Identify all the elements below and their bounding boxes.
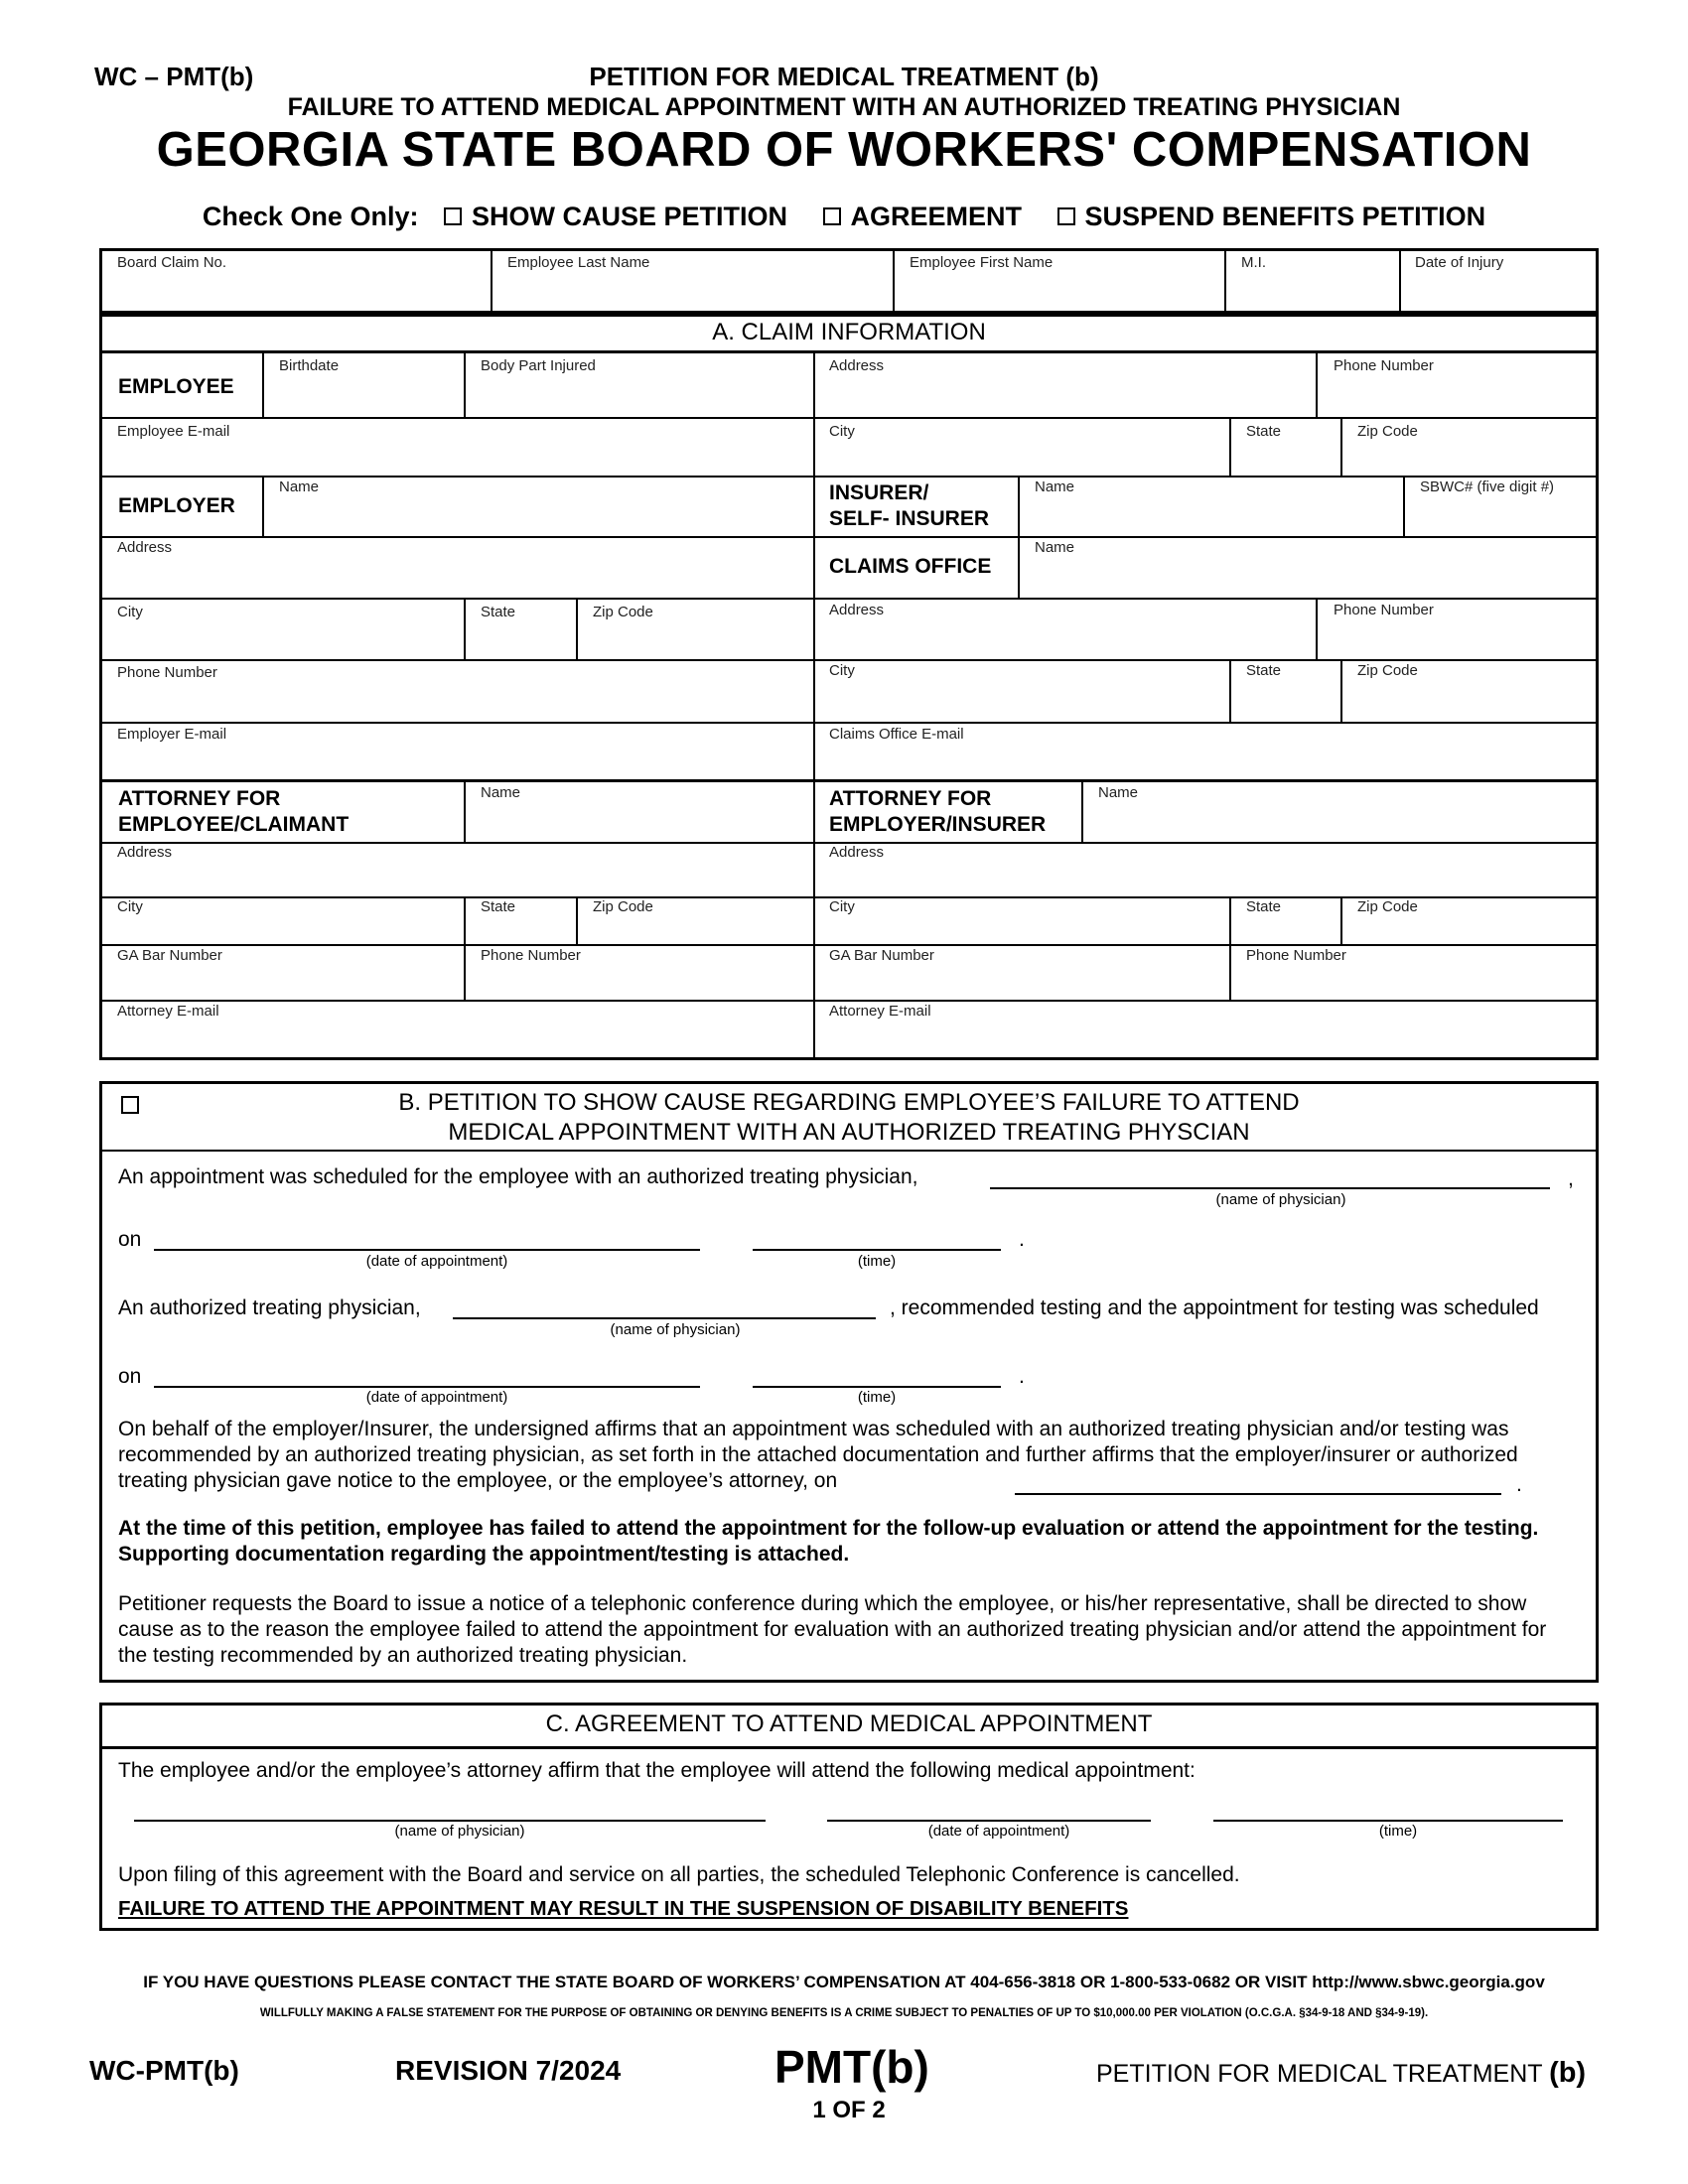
- attorney-employee-phone-field[interactable]: Phone Number: [481, 947, 581, 964]
- period-2: .: [1019, 1365, 1025, 1388]
- check-one-label: Check One Only:: [202, 202, 419, 231]
- attorney-employee-city-field[interactable]: City: [117, 898, 143, 915]
- footer-form-code: WC-PMT(b): [89, 2055, 239, 2086]
- physician-line-post: , recommended testing and the appointment for testing was scheduled: [890, 1297, 1539, 1319]
- claims-office-email-field[interactable]: Claims Office E-mail: [829, 726, 964, 743]
- top-fields-box: [99, 248, 1599, 314]
- employee-block-label: EMPLOYEE: [118, 375, 234, 398]
- failure-paragraph: At the time of this petition, employee has failed to attend the appointment for the follow-up evaluation or attend the appointment for the testing. Supporting documentation regarding the appointment/testing is attached.: [118, 1517, 1539, 1566]
- claims-office-name-field[interactable]: Name: [1035, 539, 1075, 556]
- employee-city-field[interactable]: City: [829, 423, 855, 440]
- form-subtitle: FAILURE TO ATTEND MEDICAL APPOINTMENT WITH AN AUTHORIZED TREATING PHYSICIAN: [287, 93, 1401, 121]
- claims-office-label: CLAIMS OFFICE: [829, 555, 992, 578]
- insurer-label-line1: INSURER/: [829, 481, 929, 504]
- employee-first-name-field[interactable]: Employee First Name: [910, 254, 1054, 271]
- attorney-employer-city-field[interactable]: City: [829, 898, 855, 915]
- attorney-employee-state-field[interactable]: State: [481, 898, 516, 915]
- employee-email-field[interactable]: Employee E-mail: [117, 423, 230, 440]
- caption-time-2: (time): [857, 1389, 897, 1406]
- check-one-row: [0, 202, 1688, 232]
- attorney-employee-label-line2: EMPLOYEE/CLAIMANT: [118, 813, 350, 836]
- date-of-injury-field[interactable]: Date of Injury: [1415, 254, 1504, 271]
- board-claim-no-field[interactable]: Board Claim No.: [117, 254, 227, 271]
- attorney-employer-bar-field[interactable]: GA Bar Number: [829, 947, 934, 964]
- insurer-label-line2: SELF- INSURER: [829, 507, 990, 530]
- on-label-2: on: [118, 1365, 142, 1388]
- board-title: GEORGIA STATE BOARD OF WORKERS' COMPENSATION: [156, 123, 1532, 177]
- date-line-1[interactable]: [154, 1249, 700, 1251]
- employee-state-field[interactable]: State: [1246, 423, 1282, 440]
- affirmation-paragraph: On behalf of the employer/Insurer, the undersigned affirms that an appointment was scheduled with an authorized treating physician and/or testing was recommended by an authorized treating physician, as set forth in the attached documentation and further affirms that the employer/insurer or authorized treating physician gave notice to the employee, or the employee’s attorney, on: [118, 1418, 1518, 1492]
- attorney-employee-zip-field[interactable]: Zip Code: [593, 898, 653, 915]
- employer-block-label: EMPLOYER: [118, 494, 235, 517]
- employee-phone-field[interactable]: Phone Number: [1334, 357, 1434, 374]
- physician-name-line-2[interactable]: [453, 1317, 876, 1319]
- employer-address-field[interactable]: Address: [117, 539, 173, 556]
- footer-form-suffix: (b): [1549, 2057, 1587, 2089]
- employee-zip-field[interactable]: Zip Code: [1357, 423, 1418, 440]
- caption-agreement-physician: (name of physician): [394, 1823, 525, 1840]
- section-a-title: A. CLAIM INFORMATION: [712, 319, 986, 345]
- agreement-physician-line[interactable]: [134, 1820, 766, 1822]
- cancel-text: Upon filing of this agreement with the Board and service on all parties, the scheduled Telephonic Conference is cancelled.: [118, 1863, 1240, 1886]
- employer-name-field[interactable]: Name: [279, 478, 320, 495]
- attorney-employee-email-field[interactable]: Attorney E-mail: [117, 1003, 219, 1020]
- time-line-2[interactable]: [753, 1386, 1001, 1388]
- footer-short-code: PMT(b): [774, 2041, 929, 2093]
- physician-line-pre: An authorized treating physician,: [118, 1297, 421, 1319]
- footer-form-name: [1096, 2057, 1586, 2090]
- period-3: .: [1516, 1473, 1522, 1496]
- caption-date-1: (date of appointment): [365, 1253, 508, 1270]
- agreement-date-line[interactable]: [827, 1820, 1151, 1822]
- section-b-title: [99, 1088, 1599, 1148]
- option-agreement: AGREEMENT: [850, 202, 1023, 231]
- footer-page-number: 1 OF 2: [812, 2097, 886, 2123]
- attorney-employer-email-field[interactable]: Attorney E-mail: [829, 1003, 931, 1020]
- attorney-employer-label-line2: EMPLOYER/INSURER: [829, 813, 1047, 836]
- caption-agreement-time: (time): [1378, 1823, 1418, 1840]
- attorney-employer-state-field[interactable]: State: [1246, 898, 1282, 915]
- mi-field[interactable]: M.I.: [1241, 254, 1266, 271]
- footer-form-name-text: PETITION FOR MEDICAL TREATMENT: [1096, 2060, 1543, 2088]
- agreement-time-line[interactable]: [1213, 1820, 1563, 1822]
- comma: ,: [1568, 1167, 1574, 1190]
- caption-physician-1: (name of physician): [1215, 1191, 1346, 1208]
- sbwc-number-field[interactable]: SBWC# (five digit #): [1420, 478, 1555, 495]
- birthdate-field[interactable]: Birthdate: [279, 357, 340, 374]
- body-part-field[interactable]: Body Part Injured: [481, 357, 596, 374]
- appointment-line: An appointment was scheduled for the employee with an authorized treating physician,: [118, 1165, 918, 1188]
- show-cause-checkbox[interactable]: [444, 207, 462, 225]
- employer-email-field[interactable]: Employer E-mail: [117, 726, 227, 743]
- attorney-employee-address-field[interactable]: Address: [117, 844, 173, 861]
- attorney-employer-phone-field[interactable]: Phone Number: [1246, 947, 1346, 964]
- time-line-1[interactable]: [753, 1249, 1001, 1251]
- employee-address-field[interactable]: Address: [829, 357, 885, 374]
- section-c-title: C. AGREEMENT TO ATTEND MEDICAL APPOINTMENT: [545, 1710, 1153, 1737]
- attorney-employer-label-line1: ATTORNEY FOR: [829, 787, 992, 810]
- claims-office-zip-field[interactable]: Zip Code: [1357, 662, 1418, 679]
- request-paragraph: Petitioner requests the Board to issue a notice of a telephonic conference during which the employee, or his/her representative, shall be directed to show cause as to the reason the employee failed to attend the appointment for evaluation with an authorized treating physician and/or attend the appointment for the testing recommended by an authorized treating physician.: [118, 1592, 1547, 1667]
- section-b-title-line2: MEDICAL APPOINTMENT WITH AN AUTHORIZED TREATING PHYSCIAN: [448, 1119, 1250, 1146]
- employer-state-field[interactable]: State: [481, 604, 516, 620]
- caption-physician-2: (name of physician): [610, 1321, 741, 1338]
- form-code: WC – PMT(b): [94, 62, 254, 91]
- insurer-name-field[interactable]: Name: [1035, 478, 1075, 495]
- claims-office-address-field[interactable]: Address: [829, 602, 885, 618]
- attorney-employee-bar-field[interactable]: GA Bar Number: [117, 947, 222, 964]
- agreement-intro: The employee and/or the employee’s attorney affirm that the employee will attend the following medical appointment:: [118, 1759, 1196, 1782]
- employer-phone-field[interactable]: Phone Number: [117, 664, 217, 681]
- petition-title: PETITION FOR MEDICAL TREATMENT (b): [589, 62, 1099, 91]
- claims-office-phone-field[interactable]: Phone Number: [1334, 602, 1434, 618]
- suspension-warning: FAILURE TO ATTEND THE APPOINTMENT MAY RESULT IN THE SUSPENSION OF DISABILITY BENEFITS: [118, 1897, 1129, 1920]
- attorney-employee-name-field[interactable]: Name: [481, 784, 521, 801]
- false-statement-warning: WILLFULLY MAKING A FALSE STATEMENT FOR THE PURPOSE OF OBTAINING OR DENYING BENEFITS IS A CRIME SUBJECT TO PENALTIES OF UP TO $10,000.00 PER VIOLATION (O.C.G.A. §34-9-18 AND §34-9-19).: [259, 2007, 1429, 2019]
- contact-info: IF YOU HAVE QUESTIONS PLEASE CONTACT THE STATE BOARD OF WORKERS’ COMPENSATION AT 404-656-3818 OR 1-800-533-0682 OR VISIT http://www.sbwc.georgia.gov: [143, 1973, 1545, 1991]
- claims-office-city-field[interactable]: City: [829, 662, 855, 679]
- section-b-title-line1: B. PETITION TO SHOW CAUSE REGARDING EMPLOYEE’S FAILURE TO ATTEND: [398, 1089, 1300, 1116]
- physician-name-line-1[interactable]: [990, 1187, 1550, 1189]
- on-label-1: on: [118, 1228, 142, 1251]
- attorney-employer-address-field[interactable]: Address: [829, 844, 885, 861]
- footer-revision: REVISION 7/2024: [395, 2055, 622, 2086]
- option-show-cause: SHOW CAUSE PETITION: [471, 202, 787, 231]
- suspend-benefits-checkbox[interactable]: [1057, 207, 1075, 225]
- attorney-employer-name-field[interactable]: Name: [1098, 784, 1139, 801]
- attorney-employer-zip-field[interactable]: Zip Code: [1357, 898, 1418, 915]
- employer-zip-field[interactable]: Zip Code: [593, 604, 653, 620]
- option-suspend-benefits: SUSPEND BENEFITS PETITION: [1084, 202, 1486, 231]
- period-1: .: [1019, 1228, 1025, 1251]
- employer-city-field[interactable]: City: [117, 604, 143, 620]
- attorney-employee-label-line1: ATTORNEY FOR: [118, 787, 281, 810]
- employee-last-name-field[interactable]: Employee Last Name: [507, 254, 650, 271]
- claims-office-state-field[interactable]: State: [1246, 662, 1282, 679]
- notice-date-line[interactable]: [1015, 1493, 1501, 1495]
- agreement-checkbox[interactable]: [823, 207, 841, 225]
- caption-agreement-date: (date of appointment): [927, 1823, 1070, 1840]
- date-line-2[interactable]: [154, 1386, 700, 1388]
- caption-time-1: (time): [857, 1253, 897, 1270]
- caption-date-2: (date of appointment): [365, 1389, 508, 1406]
